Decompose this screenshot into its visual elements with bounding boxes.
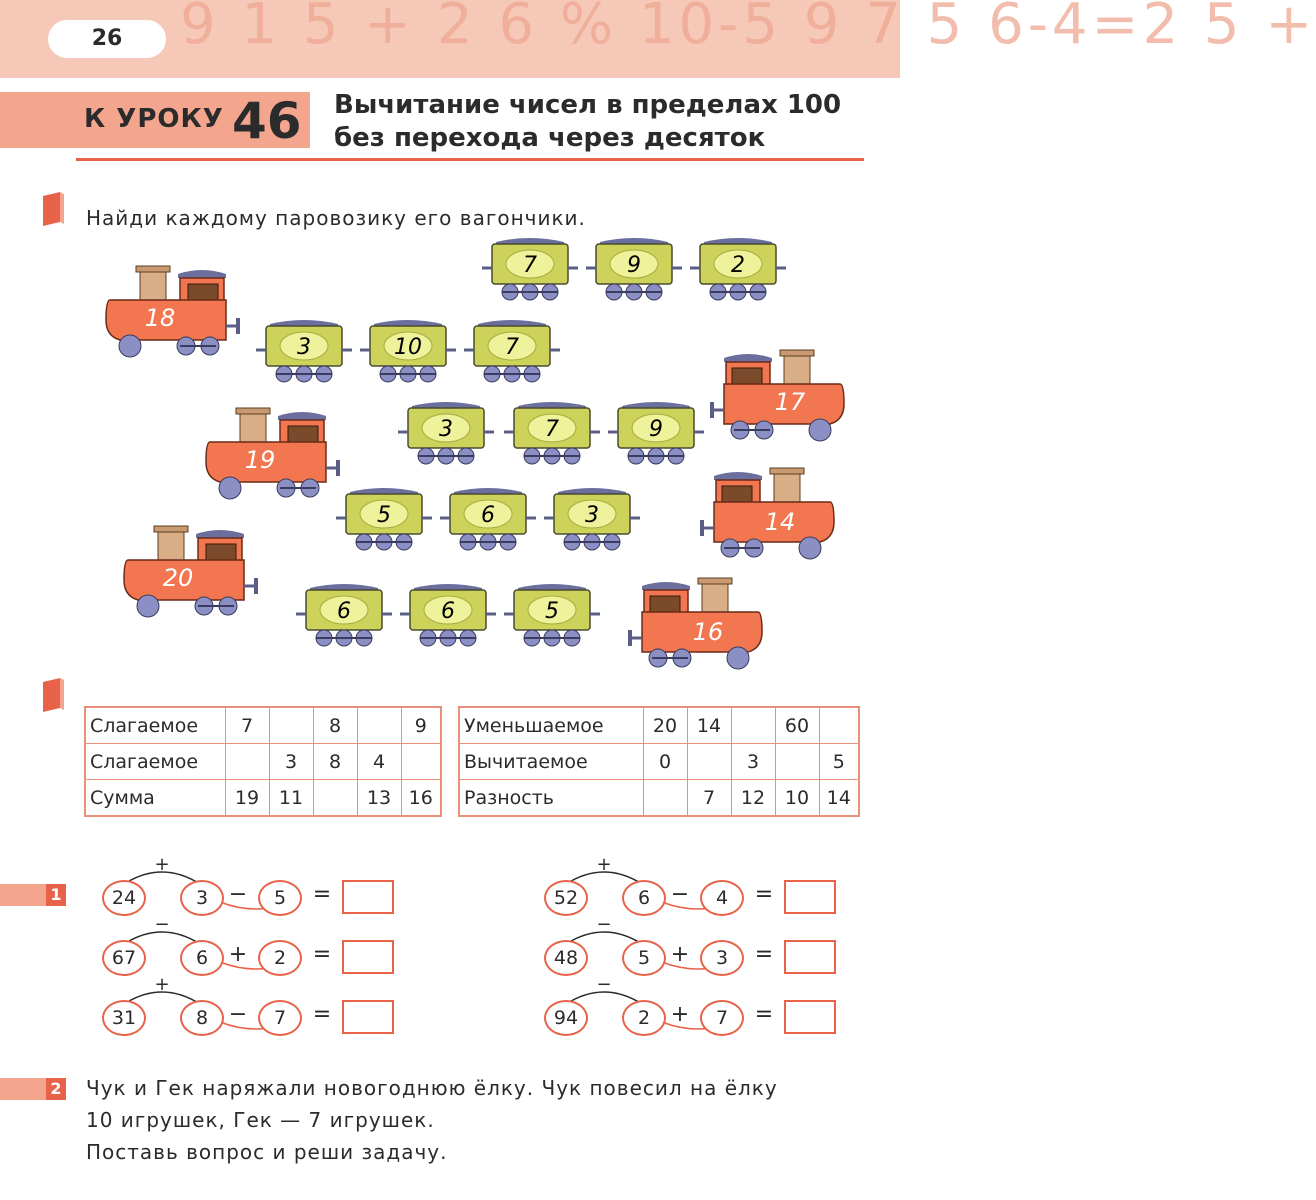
table-cell[interactable]: 9 (401, 707, 441, 744)
wagon-number: 6 (481, 503, 495, 528)
table-cell[interactable] (269, 707, 313, 744)
equals-sign: = (754, 882, 774, 907)
wagon-number: 7 (505, 335, 519, 360)
locomotive-number: 19 (244, 446, 276, 474)
table-cell[interactable] (775, 744, 819, 780)
wagon-number: 10 (394, 335, 422, 360)
number-oval: 6 (180, 940, 224, 976)
table-cell[interactable] (643, 780, 687, 817)
exercise2-number: 2 (46, 1078, 66, 1100)
wagon-number: 5 (545, 599, 559, 624)
table-cell[interactable]: 7 (687, 780, 731, 817)
chain-operator: − (670, 882, 690, 907)
table-addition (84, 706, 442, 817)
task1-instruction: Найди каждому паровозику его вагончики. (86, 206, 586, 230)
equals-sign: = (754, 942, 774, 967)
table-cell[interactable]: 13 (357, 780, 401, 817)
table-cell[interactable]: 60 (775, 707, 819, 744)
locomotive-number: 17 (774, 388, 806, 416)
number-oval: 5 (622, 940, 666, 976)
answer-box[interactable] (784, 1000, 836, 1034)
arc-operator: − (596, 974, 612, 995)
table-row (459, 780, 859, 817)
table-cell[interactable]: 8 (313, 707, 357, 744)
locomotive-number: 20 (162, 564, 194, 592)
wagon-number: 3 (439, 417, 453, 442)
table-row (459, 707, 859, 744)
table-row (85, 707, 441, 744)
number-oval: 2 (258, 940, 302, 976)
row-label: Сумма (85, 780, 225, 817)
number-oval: 67 (102, 940, 146, 976)
table-cell[interactable] (687, 744, 731, 780)
table-cell[interactable] (401, 744, 441, 780)
arc-operator: + (596, 854, 612, 875)
number-oval: 31 (102, 1000, 146, 1036)
wagon-number: 6 (337, 599, 351, 624)
wagon-set-2 (256, 320, 560, 382)
table-cell[interactable] (357, 707, 401, 744)
row-label: Слагаемое (85, 744, 225, 780)
problem-line-3: Поставь вопрос и реши задачу. (86, 1140, 448, 1164)
table-cell[interactable]: 11 (269, 780, 313, 817)
number-oval: 7 (258, 1000, 302, 1036)
chain-operator: + (670, 942, 690, 967)
number-oval: 4 (700, 880, 744, 916)
number-oval: 2 (622, 1000, 666, 1036)
table-cell[interactable] (225, 744, 269, 780)
table-cell[interactable]: 14 (819, 780, 859, 817)
lesson-number: 46 (232, 92, 302, 150)
locomotive-20 (124, 526, 258, 617)
table-cell[interactable]: 20 (643, 707, 687, 744)
table-cell[interactable] (731, 707, 775, 744)
wagon-number: 6 (441, 599, 455, 624)
book-icon (40, 676, 66, 712)
locomotive-number: 16 (692, 618, 724, 646)
table-cell[interactable]: 4 (357, 744, 401, 780)
wagon-number: 7 (523, 253, 537, 278)
locomotive-number: 14 (764, 508, 796, 536)
number-oval: 52 (544, 880, 588, 916)
table-cell[interactable]: 0 (643, 744, 687, 780)
lesson-title-line1: Вычитание чисел в пределах 100 (334, 90, 842, 120)
wagon-number: 9 (649, 417, 663, 442)
table-cell[interactable]: 12 (731, 780, 775, 817)
table-cell[interactable]: 3 (269, 744, 313, 780)
arc-operator: − (154, 914, 170, 935)
table-row (85, 780, 441, 817)
wagon-number: 2 (731, 253, 745, 278)
wagon-set-1 (482, 238, 786, 300)
arc-operator: − (596, 914, 612, 935)
chain-operator: + (670, 1002, 690, 1027)
row-label: Уменьшаемое (459, 707, 643, 744)
table-cell[interactable]: 3 (731, 744, 775, 780)
chain-operator: − (228, 882, 248, 907)
table-cell[interactable]: 5 (819, 744, 859, 780)
wagon-number: 3 (585, 503, 599, 528)
page-number: 26 (48, 20, 166, 58)
equals-sign: = (312, 1002, 332, 1027)
table-cell[interactable]: 16 (401, 780, 441, 817)
problem-line-2: 10 игрушек, Гек — 7 игрушек. (86, 1108, 435, 1132)
table-row (459, 744, 859, 780)
wagon-set-5 (296, 584, 600, 646)
exercise1-number: 1 (46, 884, 66, 906)
chain-operator: − (228, 1002, 248, 1027)
wagon-number: 9 (627, 253, 641, 278)
table-cell[interactable] (819, 707, 859, 744)
table-cell[interactable]: 14 (687, 707, 731, 744)
header-decoration: 9 1 5 + 2 6 % 10-5 9 7 5 6-4=2 5 + (180, 0, 1316, 57)
number-oval: 5 (258, 880, 302, 916)
wagon-number: 3 (297, 335, 311, 360)
table-cell[interactable]: 8 (313, 744, 357, 780)
wagon-number: 5 (377, 503, 391, 528)
equals-sign: = (754, 1002, 774, 1027)
wagon-set-3 (398, 402, 704, 464)
table-cell[interactable]: 7 (225, 707, 269, 744)
locomotive-18 (106, 266, 240, 357)
wagon-number: 7 (545, 417, 559, 442)
number-oval: 7 (700, 1000, 744, 1036)
row-label: Слагаемое (85, 707, 225, 744)
wagon-set-4 (336, 488, 640, 550)
answer-box[interactable] (784, 940, 836, 974)
problem-line-1: Чук и Гек наряжали новогоднюю ёлку. Чук повесил на ёлку (86, 1076, 778, 1100)
equals-sign: = (312, 882, 332, 907)
table-cell[interactable] (313, 780, 357, 817)
lesson-label: К УРОКУ (84, 104, 224, 134)
number-oval: 48 (544, 940, 588, 976)
equals-sign: = (312, 942, 332, 967)
table-row (85, 744, 441, 780)
locomotive-number: 18 (144, 304, 176, 332)
table-cell[interactable]: 10 (775, 780, 819, 817)
arc-operator: + (154, 974, 170, 995)
number-oval: 94 (544, 1000, 588, 1036)
answer-box[interactable] (342, 940, 394, 974)
table-cell[interactable]: 19 (225, 780, 269, 817)
lesson-title-line2: без перехода через десяток (334, 123, 766, 153)
chain-operator: + (228, 942, 248, 967)
answer-box[interactable] (342, 880, 394, 914)
number-oval: 8 (180, 1000, 224, 1036)
locomotive-19 (206, 408, 340, 499)
number-oval: 24 (102, 880, 146, 916)
row-label: Разность (459, 780, 643, 817)
answer-box[interactable] (342, 1000, 394, 1034)
arc-operator: + (154, 854, 170, 875)
number-oval: 3 (700, 940, 744, 976)
table-subtraction (458, 706, 860, 817)
answer-box[interactable] (784, 880, 836, 914)
row-label: Вычитаемое (459, 744, 643, 780)
number-oval: 6 (622, 880, 666, 916)
number-oval: 3 (180, 880, 224, 916)
